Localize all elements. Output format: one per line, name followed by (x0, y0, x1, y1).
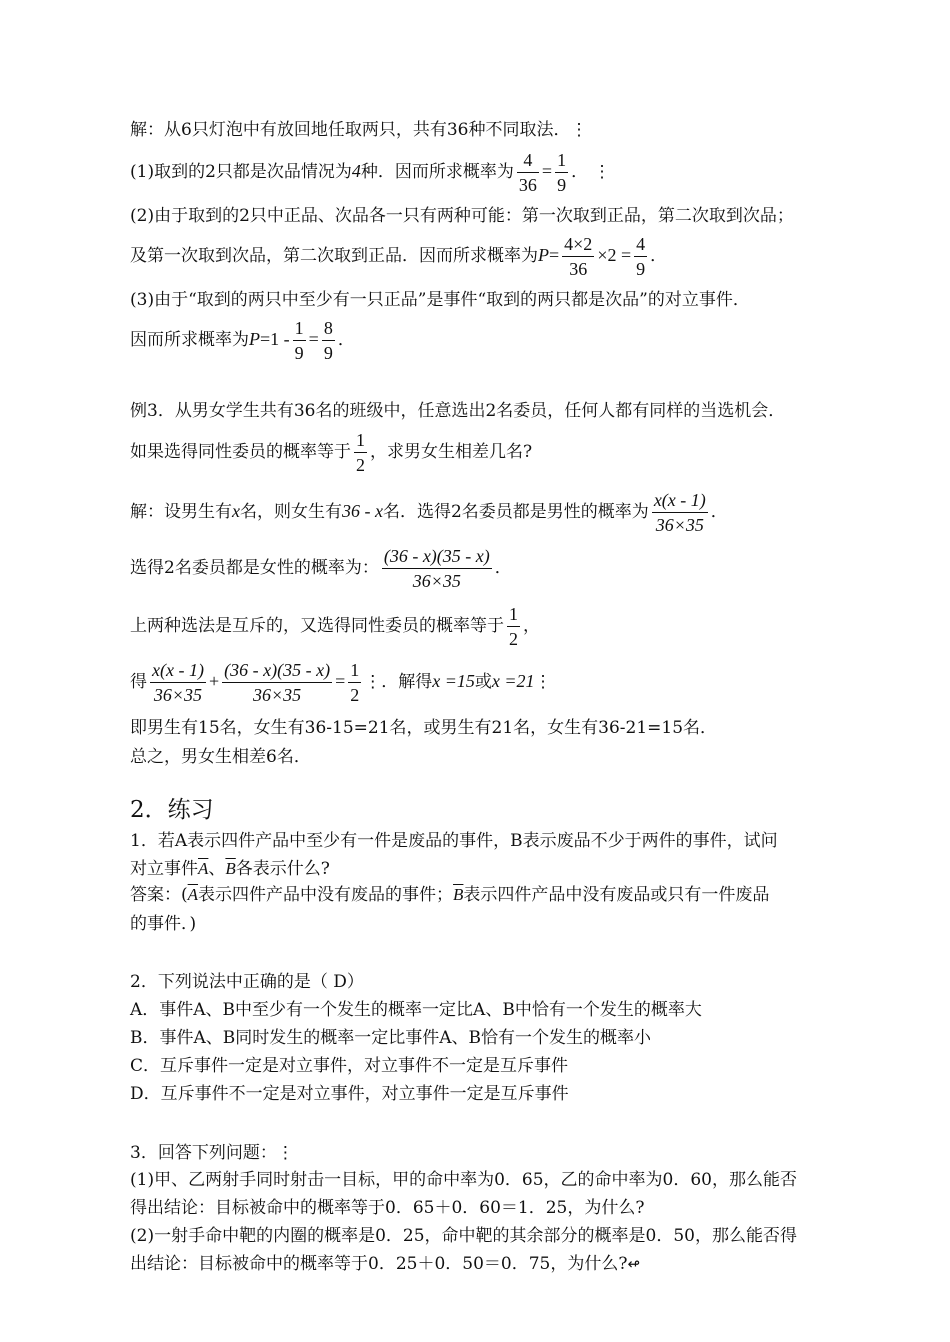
q3-stem: 3．回答下列问题：⋮ (130, 1143, 294, 1163)
ex3-eq-x1: x =15 (432, 671, 475, 691)
part2-P: P (538, 245, 549, 265)
q3-2-text: 出结论：目标被命中的概率等于0．25＋0．50＝0．75，为什么? (130, 1254, 628, 1274)
q1-ans-c: 表示四件产品中没有废品或只有一件废品 (463, 885, 770, 905)
ex3-mutex-half: $\frac{1}{2}$ (509, 604, 518, 649)
ex3-mutex-text: 上两种选法是互斥的，又选得同性委员的概率等于 (130, 616, 504, 636)
ex3-sol-end: ． (710, 502, 728, 522)
q1-ans-b: 表示四件产品中没有废品的事件； (198, 885, 454, 905)
ex3-eq-frac2: $\frac{(36 - x)(35 - x)}{36\times 35}$ (224, 660, 331, 705)
q3-1-line2: 得出结论：目标被命中的概率等于0．65＋0．60＝1．25，为什么? (130, 1198, 645, 1218)
solution-part3-line1: (3)由于“取到的两只中至少有一只正品”是事件“取到的两只都是次品”的对立事件． (130, 290, 750, 310)
part2-result: $\frac{4}{9}$ (636, 234, 646, 279)
part2-times: ×2 = (597, 245, 632, 265)
ex3-male-fraction: $\frac{x(x - 1)}{36\times 35}$ (653, 490, 706, 535)
solution-part3-line2 (130, 316, 355, 365)
ex3-question: ，求男女生相差几名? (370, 442, 533, 462)
q1-ans-B-bar: $\overline{B}$ (453, 885, 464, 904)
q1-question: 各表示什么? (235, 859, 330, 879)
part3-text: 因而所求概率为 (130, 330, 249, 350)
curl-mark-icon: ↫ (627, 1255, 641, 1273)
solution-part2-line2 (130, 232, 667, 281)
ex3-mutex-end: ， (523, 616, 540, 636)
part2-end: ． (650, 246, 668, 266)
part2-text: 及第一次取到次品，第二次取到正品．因而所求概率为 (130, 246, 538, 266)
ex3-eq-half: $\frac{1}{2}$ (350, 660, 360, 705)
part2-fraction: $\frac{4\times 2}{36}$ (564, 234, 593, 279)
ex3-female-text: 选得2名委员都是女性的概率为： (130, 558, 379, 578)
ex3-eq-frac1: $\frac{x(x - 1)}{36\times 35}$ (152, 660, 204, 705)
q3-2-line1: (2)一射手命中靶的内圈的概率是0．25，命中靶的其余部分的概率是0．50，那么能否得 (130, 1226, 797, 1246)
q1-line2 (130, 857, 330, 881)
q1-B-bar: $\overline{B}$ (225, 859, 236, 878)
example3-line2 (130, 428, 532, 477)
ex3-half: $\frac{1}{2}$ (356, 430, 365, 475)
ex3-female-end: ． (494, 558, 512, 578)
q2-option-d: D．互斥事件不一定是对立事件，对立事件一定是互斥事件 (130, 1084, 569, 1104)
solution-intro: 解：从6只灯泡中有放回地任取两只，共有36种不同取法．⋮ (130, 120, 588, 140)
q1-line1: 1．若A表示四件产品中至少有一件是废品的事件，B表示废品不少于两件的事件，试问 (130, 831, 778, 851)
ex3-eq-de: 得 (130, 672, 147, 692)
ex3-eq-plus: + (208, 671, 220, 691)
ex3-sol-a: 解：设男生有 (130, 502, 232, 522)
q1-answer-line2: 的事件．) (130, 914, 197, 934)
ex3-eq-mid: ⋮．解得 (364, 672, 433, 692)
ex3-eq-end: ⋮ (534, 672, 552, 692)
q1-ans-A-bar: $\overline{A}$ (187, 885, 199, 904)
ex3-sol-c: 名．选得2名委员都是男性的概率为 (382, 502, 649, 522)
ex3-eq-eq: = (335, 671, 346, 691)
q1-A-bar: $\overline{A}$ (198, 859, 209, 878)
example3-solution-line1 (130, 488, 728, 537)
part1-eq: = (541, 161, 553, 181)
example3-result1: 即男生有15名，女生有36-15=21名，或男生有21名，女生有36-21=15名． (130, 718, 718, 738)
part1-text2: 种．因而所求概率为 (360, 162, 514, 182)
ex3-eq-x2: x =21 (491, 671, 535, 691)
q2-stem: 2．下列说法中正确的是（ D） (130, 972, 364, 992)
ex3-text: 如果选得同性委员的概率等于 (130, 442, 351, 462)
part3-eq: = (308, 329, 319, 349)
solution-part1 (130, 148, 610, 197)
part1-fraction-a: $\frac{4}{36}$ (518, 150, 537, 195)
ex3-x: x (232, 501, 240, 521)
part3-result: $\frac{8}{9}$ (323, 318, 333, 363)
example3-line1: 例3．从男女学生共有36名的班级中，任意选出2名委员，任何人都有同样的当选机会． (130, 401, 786, 421)
q2-option-c: C．互斥事件一定是对立事件，对立事件不一定是互斥事件 (130, 1056, 569, 1076)
ex3-sol-expr: 36 - x (342, 501, 383, 521)
example3-female-line (130, 544, 512, 593)
part1-end: ． ⋮ (571, 162, 611, 182)
part3-end: ． (337, 330, 355, 350)
q1-text: 对立事件 (130, 859, 198, 879)
q3-1-line1: (1)甲、乙两射手同时射击一目标，甲的命中率为0．65，乙的命中率为0．60，那么能否 (130, 1170, 797, 1190)
q2-option-b: B．事件A、B同时发生的概率一定比事件A、B恰有一个发生的概率小 (130, 1028, 652, 1048)
part1-fraction-b: $\frac{1}{9}$ (557, 150, 567, 195)
example3-result2: 总之，男女生相差6名． (130, 747, 311, 767)
part2-eq: = (549, 245, 560, 265)
part3-fraction: $\frac{1}{9}$ (294, 318, 304, 363)
q1-answer-line1 (130, 883, 769, 907)
part1-four: 4 (351, 161, 361, 181)
q1-ans-a: 答案：( (130, 885, 188, 905)
practice-heading: 2．练习 (130, 797, 214, 823)
ex3-eq-or: 或 (474, 672, 492, 692)
solution-part2-line1: (2)由于取到的2只中正品、次品各一只有两种可能：第一次取到正品，第二次取到次品； (130, 206, 794, 226)
q3-2-line2 (130, 1252, 640, 1276)
example3-mutex-line (130, 602, 540, 651)
part3-P: P (249, 329, 260, 349)
ex3-female-fraction: $\frac{(36 - x)(35 - x)}{36\times 35}$ (383, 546, 490, 591)
part3-expr: =1 - (260, 329, 290, 349)
q1-sep: 、 (208, 859, 226, 879)
part1-text: (1)取到的2只都是次品情况为 (130, 162, 352, 182)
ex3-sol-b: 名，则女生有 (240, 502, 342, 522)
example3-equation-line (130, 658, 552, 707)
q2-option-a: A．事件A、B中至少有一个发生的概率一定比A、B中恰有一个发生的概率大 (130, 1000, 702, 1020)
